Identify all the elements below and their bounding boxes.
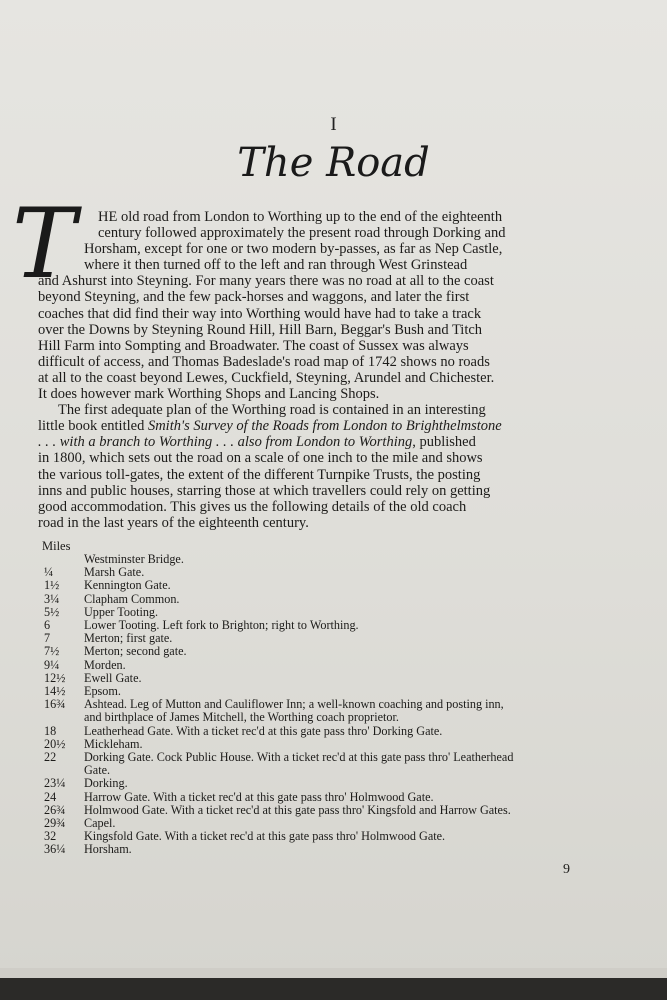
place-entry: Merton; second gate. [84, 644, 187, 659]
miles-value: 12½ [44, 670, 66, 685]
text-line: century followed approximately the present road through Dorking and [98, 225, 506, 242]
text-run: , published [412, 434, 476, 451]
text-line: good accommodation. This gives us the following details of the old coach [38, 498, 467, 515]
miles-value: 9¼ [44, 657, 60, 672]
place-entry: Marsh Gate. [84, 565, 145, 580]
place-entry: Dorking Gate. Cock Public House. With a ticket rec'd at this gate pass thro' Leatherhead [84, 750, 514, 765]
text-line: where it then turned off to the left and ran through West Grinstead [84, 257, 468, 274]
miles-value: ¼ [44, 565, 54, 580]
body-text [38, 209, 598, 531]
itinerary-row [40, 579, 600, 592]
place-entry: Gate. [84, 763, 111, 778]
itinerary-row [40, 843, 600, 856]
itinerary-table [40, 553, 600, 857]
itinerary-row [40, 672, 600, 685]
place-entry: Clapham Common. [84, 591, 180, 606]
itinerary-row [40, 777, 600, 790]
place-entry: and birthplace of James Mitchell, the Worthing coach proprietor. [84, 710, 399, 725]
place-entry: Kennington Gate. [84, 578, 171, 593]
text-line [38, 418, 598, 434]
page-number: 9 [563, 862, 570, 877]
miles-value: 24 [44, 789, 57, 804]
miles-value: 20½ [44, 736, 66, 751]
book-title-italic: . . . with a branch to Worthing . . . also from London to Worthing [38, 434, 413, 451]
itinerary-row [40, 645, 600, 658]
text-line: at all to the coast beyond Lewes, Cuckfield, Steyning, Arundel and Chichester. [38, 369, 495, 386]
place-entry: Merton; first gate. [84, 631, 173, 646]
miles-value: 5½ [44, 604, 60, 619]
itinerary-row [40, 791, 600, 804]
itinerary-row [40, 751, 600, 764]
miles-value: 3¼ [44, 591, 60, 606]
text-line: Horsham, except for one or two modern by-passes, as far as Nep Castle, [84, 241, 503, 258]
text-line: beyond Steyning, and the few pack-horses and waggons, and later the first [38, 289, 470, 306]
page-edge [0, 968, 667, 978]
miles-value: 6 [44, 618, 51, 633]
text-line: HE old road from London to Worthing up to the end of the eighteenth [98, 209, 503, 225]
book-title-italic: Smith's Survey of the Roads from London to Brighthelmstone [147, 418, 502, 435]
chapter-title: The Road [237, 140, 430, 186]
miles-value [40, 711, 84, 724]
miles-value: 7 [44, 631, 51, 646]
place-entry: Capel. [84, 816, 116, 831]
place-entry: Lower Tooting. Left fork to Brighton; right to Worthing. [84, 618, 359, 633]
itinerary-row [40, 804, 600, 817]
miles-value: 32 [44, 829, 57, 844]
miles-value: 7½ [44, 644, 60, 659]
text-line: road in the last years of the eighteenth century. [38, 514, 309, 531]
text-line: difficult of access, and Thomas Badeslade's road map of 1742 shows no roads [38, 353, 490, 370]
miles-value: 18 [44, 723, 57, 738]
place-entry: Horsham. [84, 842, 132, 857]
miles-value: 26¾ [44, 802, 66, 817]
place-entry: Upper Tooting. [84, 604, 159, 619]
itinerary-row [40, 725, 600, 738]
drop-cap: T [12, 188, 77, 300]
miles-value: 22 [44, 750, 57, 765]
text-run: little book entitled [38, 418, 148, 435]
text-line: over the Downs by Steyning Round Hill, Hill Barn, Beggar's Bush and Titch [38, 321, 483, 338]
place-entry: Leatherhead Gate. With a ticket rec'd at this gate pass thro' Dorking Gate. [84, 723, 443, 738]
miles-value: 1½ [44, 578, 60, 593]
itinerary-row [40, 593, 600, 606]
miles-value: 23¼ [44, 776, 66, 791]
miles-heading: Miles [42, 539, 71, 553]
chapter-number: I [330, 114, 337, 135]
place-entry: Mickleham. [84, 736, 143, 751]
place-entry: Holmwood Gate. With a ticket rec'd at this gate pass thro' Kingsfold and Harrow Gates. [84, 802, 511, 817]
place-entry: Ewell Gate. [84, 670, 142, 685]
place-entry: Morden. [84, 657, 126, 672]
place-entry: Westminster Bridge. [84, 552, 184, 566]
text-line: in 1800, which sets out the road on a scale of one inch to the mile and shows [38, 450, 483, 467]
text-line: and Ashurst into Steyning. For many years there was no road at all to the coast [38, 273, 494, 290]
miles-value: 14½ [44, 684, 66, 699]
miles-value: 36¼ [44, 842, 66, 857]
miles-value: 29¾ [44, 816, 66, 831]
text-line: coaches that did find their way into Worthing would have had to take a track [38, 305, 482, 322]
text-line: the various toll-gates, the extent of the different Turnpike Trusts, the posting [38, 466, 481, 483]
place-entry: Ashtead. Leg of Mutton and Cauliflower Inn; a well-known coaching and posting inn, [84, 697, 504, 712]
miles-value: 16¾ [44, 697, 66, 712]
text-line: It does however mark Worthing Shops and Lancing Shops. [38, 386, 380, 403]
text-line: inns and public houses, starring those at which travellers could rely on getting [38, 482, 491, 499]
place-entry: Dorking. [84, 776, 128, 791]
text-line: Hill Farm into Sompting and Broadwater. The coast of Sussex was always [38, 337, 469, 354]
place-entry: Harrow Gate. With a ticket rec'd at this gate pass thro' Holmwood Gate. [84, 789, 434, 804]
place-entry: Kingsfold Gate. With a ticket rec'd at this gate pass thro' Holmwood Gate. [84, 829, 446, 844]
itinerary-row [40, 711, 600, 724]
text-line: The first adequate plan of the Worthing road is contained in an interesting [58, 402, 486, 419]
itinerary-row [40, 659, 600, 672]
place-entry: Epsom. [84, 684, 121, 699]
text-line [38, 434, 598, 450]
